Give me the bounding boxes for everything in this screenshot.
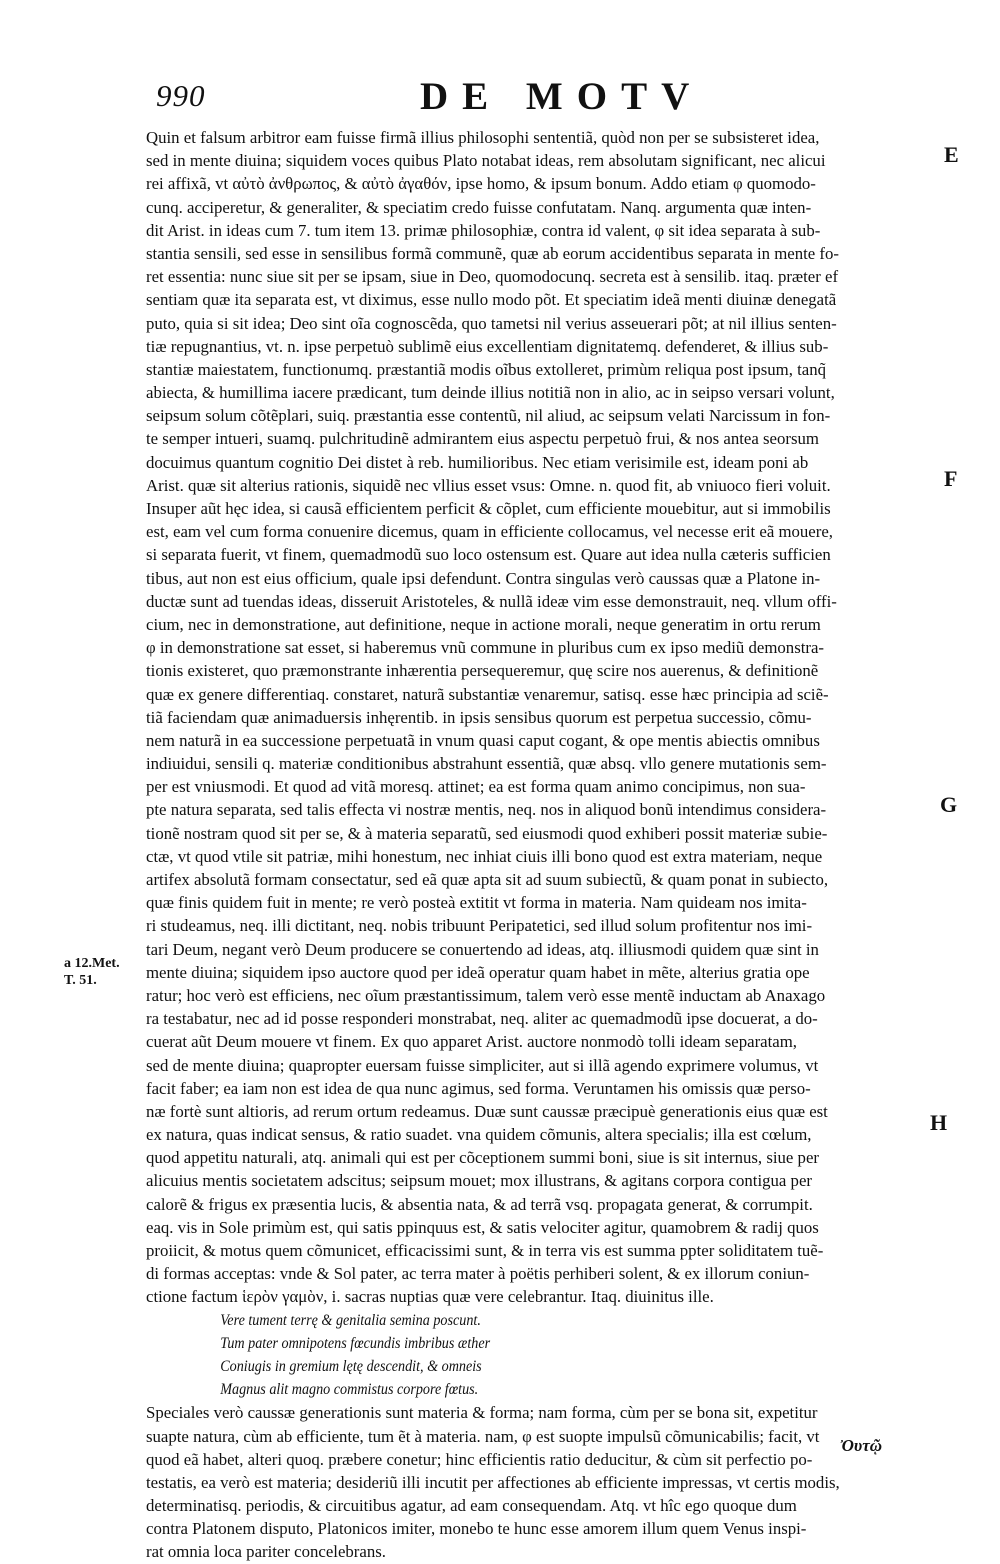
text-line: quæ ex genere differentiaq. constaret, naturã substantiæ venaremur, satisq. esse hæc principia ad sciẽ- — [146, 684, 829, 704]
text-line: suapte natura, cùm ab efficiente, tum ẽt à materia. nam, φ est suopte impulsũ cõmunicabilis; facit, vt — [146, 1426, 820, 1446]
text-line: proiicit, & motus quem cõmunicet, efficacissimi sunt, & in terra vis est summa ppter soliditatem tuẽ- — [146, 1241, 824, 1260]
verse-line: Magnus alit magno commistus corpore fœtus. — [220, 1381, 479, 1399]
text-line: calorẽ & frigus ex præsentia lucis, & absentia nata, & ad terrã vsq. propagata generat, & corrumpit. — [146, 1194, 813, 1214]
text-line: ret essentia: nunc siue sit per se ipsam, siue in Deo, quomodocunq. secreta est à sensilib. itaq. præter ef — [146, 267, 839, 287]
text-line: sed de mente diuina; quapropter euersam fuisse simpliciter, aut si illã agendo exprimere volumus, vt — [146, 1055, 819, 1075]
text-line: tiã faciendam quæ animaduersis inhęrentib. in ipsis sensibus quorum est perpetua successio, cõmu- — [146, 707, 812, 727]
text-line: tibus, aut non est eius officium, quale ipsi defendunt. Contra singulas verò caussas quæ a Platone in- — [146, 568, 821, 588]
text-line: ra testabatur, nec ad id posse responderi monstrabat, neq. aliter ac quemadmodũ ipse docuerat, a do- — [146, 1009, 818, 1029]
margin-letter-g: G — [940, 792, 958, 817]
text-line: cuerat aũt Deum mouere vt finem. Ex quo apparet Arist. auctore nonmodò tolli ideam separatam, — [146, 1032, 797, 1052]
text-line: per est vniusmodi. Et quod ad vitã moresq. attinet; ea est forma quam animo concipimus, non sua- — [146, 777, 806, 797]
page-header — [150, 75, 930, 122]
side-note-line: T. 51. — [64, 973, 97, 988]
text-line: nem naturã in ea successione perpetuatã in vnum quasi caput cogant, & ope mentis abiectis omnibus — [146, 730, 820, 750]
text-line: cunq. acciperetur, & generaliter, & speciatim credo fuisse confutatam. Nanq. argumenta quæ inten- — [146, 197, 812, 217]
text-line: tari Deum, negant verò Deum producere se conuertendo ad ideas, atq. illiusmodi quidem quæ sint in — [146, 939, 819, 959]
text-line: sed in mente diuina; siquidem voces quibus Plato notabat ideas, rem absolutam significant, nec alicui — [146, 151, 826, 171]
text-line: contra Platonem disputo, Platonicos imiter, monebo te hunc esse amorem illum quem Venus inspi- — [146, 1519, 807, 1539]
text-line: puto, quia si sit idea; Deo sint oĩa cognoscẽda, quo tametsi nil verius asseuerari põt; at nil illius senten- — [146, 313, 837, 333]
text-line: te semper intueri, suamq. pulchritudinẽ admirantem eius aspectu perpetuò frui, & nos antea seorsum — [146, 429, 819, 449]
text-line: stantia sensili, sed esse in sensilibus formã communẽ, quæ ab eorum accidentibus separata in mente fo- — [146, 243, 839, 263]
catchword: Ὀυτῷ — [840, 1436, 883, 1455]
text-line: Insuper aũt hęc idea, si causã efficientem perficit & cõplet, cum efficiente mouebitur, aut si immobilis — [146, 499, 831, 518]
text-line: ratur; hoc verò est efficiens, nec oĩum præstantissimum, talem verò esse mentẽ inductam ab Anaxago — [146, 985, 826, 1005]
margin-letter-f: F — [944, 466, 958, 491]
text-line: quod eã habet, alteri quoq. præbere conetur; hinc efficientis ratio deducitur, & cùm sit perfectio po- — [146, 1449, 813, 1469]
text-line: næ fortè sunt altioris, ad rerum ortum redeamus. Duæ sunt caussæ præcipuè generationis eius quæ est — [146, 1101, 828, 1121]
text-line: determinatisq. periodis, & circuitibus agatur, ad eam consequendam. Atq. vt hîc ego quoque dum — [146, 1496, 797, 1516]
text-line: eaq. vis in Sole primùm est, qui satis ppinquus est, & satis velociter agitur, quamobrem & radij quos — [146, 1217, 819, 1237]
text-line: ctæ, vt quod vtile sit patriæ, mihi honestum, nec inhiat ciuis illi bono quod est extra materiam, neque — [146, 846, 823, 866]
text-line: mente diuina; siquidem ipso auctore quod per ideã operatur quam habet in mẽte, alterius gratia ope — [146, 962, 810, 982]
running-title: DE MOTV — [420, 75, 704, 118]
text-line: ex natura, quas indicat sensus, & ratio suadet. vna quidem cõmunis, altera specialis; illa est cœlum, — [146, 1125, 812, 1145]
margin-letter-e: E — [944, 142, 959, 167]
text-line: rat omnia loca pariter concelebrans. — [146, 1542, 386, 1562]
text-line: tionis existeret, quo præmonstrante inhærentia persequeremur, quę scire nos auerenus, & definitionẽ — [146, 661, 819, 681]
text-line: tionẽ nostram quod sit per se, & à materia separatũ, sed eiusmodi quod exhiberi possit materiæ subie- — [146, 823, 828, 843]
text-line: indiuidui, sensili q. materiæ conditionibus abstrahunt essentiã, quæ absq. vllo genere mutationis sem- — [146, 754, 827, 774]
text-line: cium, nec in demonstratione, aut definitione, neque in actione morali, neque generatim in ortu rerum — [146, 614, 821, 634]
text-line: Arist. quæ sit alterius rationis, siquidẽ nec vllius esset vsus: Omne. n. quod fit, ab vniuoco fieri voluit. — [146, 475, 831, 495]
margin-letter-h: H — [930, 1110, 948, 1135]
text-line: rei affixã, vt αὐτὸ ἀνθρωπος, & αὐτὸ ἀγαθόν, ipse homo, & ipsum bonum. Addo etiam φ quomodo- — [146, 174, 816, 194]
text-line: ductæ sunt ad tuendas ideas, disseruit Aristoteles, & nullã ideæ vim esse demonstrauit, neq. vllum offi- — [146, 591, 837, 611]
text-line: si separata fuerit, vt finem, quemadmodũ suo loco ostensum est. Quare aut idea nulla cæteris sufficien — [146, 545, 831, 565]
page-number: 990 — [156, 78, 206, 113]
text-line: quod appetitu naturali, atq. animali qui est per cõceptionem summi boni, siue is sit internus, siue per — [146, 1148, 819, 1168]
text-line: Speciales verò caussæ generationis sunt materia & forma; nam forma, cùm per se bona sit, expetitur — [146, 1403, 818, 1423]
text-line: testatis, ea verò est materia; desideriũ illi incutit per affectiones ab efficiente impressas, vt certis modis, — [146, 1472, 840, 1492]
text-line: stantiæ maiestatem, functionumq. præstantiã modis oĩbus extolleret, primùm reliqua post ipsum, tanq̃ — [146, 359, 827, 379]
verse-line: Vere tument terrę & genitalia semina poscunt. — [220, 1311, 481, 1329]
verse-line: Tum pater omnipotens fœcundis imbribus æther — [220, 1334, 491, 1352]
side-note-reference — [64, 955, 120, 989]
text-line: seipsum solum cõtẽplari, suiq. præstantia esse contentũ, nil aliud, ac seipsum velati Narcissum in fon- — [146, 406, 831, 426]
text-line: docuimus quantum cognitio Dei distet à reb. humilioribus. Nec etiam verisimile est, ideam poni ab — [146, 452, 809, 472]
text-line: artifex absolutã formam consectatur, sed eã quæ apta sit ad suum subiectũ, & quam ponat in subiecto, — [146, 870, 829, 889]
text-line: sentiam quæ ita separata est, vt diximus, esse nullo modo põt. Et speciatim ideã menti diuinæ denegatã — [146, 290, 837, 310]
text-line: facit faber; ea iam non est idea de qua nunc agimus, sed forma. Veruntamen his omissis quæ perso- — [146, 1078, 811, 1098]
verse-line: Coniugis in gremium lętę descendit, & omneis — [220, 1357, 482, 1375]
text-line: ctione factum ἱερὸν γαμὸν, i. sacras nuptias quæ vere celebrantur. Itaq. diuinitus ille. — [146, 1287, 714, 1307]
side-note-line: a 12.Met. — [64, 956, 120, 971]
text-line: est, eam vel cum forma conuenire dicemus, quam in efficiente collocamus, vel necesse erit eã mouere, — [146, 522, 833, 542]
text-line: tiæ repugnantius, vt. n. ipse perpetuò sublimẽ eius excellentiam dignitatemq. defenderet, & illius sub- — [146, 336, 829, 356]
text-line: alicuius mentis societatem adscitus; seipsum mouet; mox illustrans, & agitans corpora contigua per — [146, 1171, 812, 1191]
text-line: dit Arist. in ideas cum 7. tum item 13. primæ philosophiæ, contra id valent, φ sit idea separata à sub- — [146, 220, 821, 240]
text-line: di formas acceptas: vnde & Sol pater, ac terra mater à poëtis perhiberi solent, & ex illorum coniun- — [146, 1264, 810, 1284]
body-text — [146, 126, 938, 1564]
text-line: ri studeamus, neq. illi dictitant, neq. nobis tribuunt Peripatetici, sed illud solum profitentur nos imi- — [146, 916, 813, 936]
text-line: abiecta, & humillima iacere prædicant, tum deinde illius notitiã non in alio, ac in seipso versari volunt, — [146, 383, 835, 403]
text-line: quæ finis quidem fuit in mente; re verò posteà extitit vt forma in materia. Nam quideam nos imita- — [146, 893, 807, 913]
text-line: pte natura separata, sed talis effecta vi nostræ mentis, neq. nos in aliquod bonũ intendimus considera- — [146, 800, 827, 820]
text-line: Quin et falsum arbitror eam fuisse firmã illius philosophi sententiã, quòd non per se subsisteret idea, — [146, 128, 820, 147]
text-line: φ in demonstratione sat esset, si haberemus vnũ commune in pluribus cum ex ipso mediũ demonstra- — [146, 638, 825, 658]
